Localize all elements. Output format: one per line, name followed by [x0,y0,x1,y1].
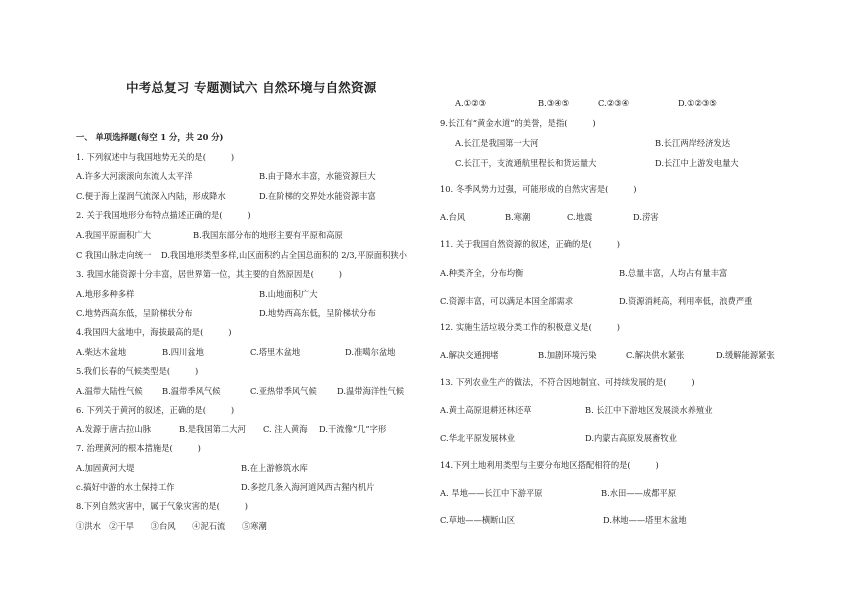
q13-option-b: B. 长江中下游地区发展淡水养殖业 [585,405,713,415]
question-2: 2. 关于我国地形分布特点描述正确的是( ) [76,210,251,220]
question-5: 5.我们长春的气候类型是( ) [76,366,199,376]
q7-option-c: c.搞好中游的水土保持工作 [76,482,175,492]
q10-option-b: B.寒潮 [505,212,531,222]
q12-option-c: C.解决供水紧张 [626,350,685,360]
q12-option-b: B.加剧环境污染 [538,350,597,360]
q6-option-d: D.干流像“几”字形 [319,424,387,434]
q5-option-d: D.温带海洋性气候 [337,386,405,396]
q1-option-d: D.在阶梯的交界处水能资源丰富 [259,191,376,201]
q6-option-c: C. 注人黄海 [263,424,308,434]
q2-option-c: C 我国山脉走向统一 [76,250,152,260]
q9-option-b: B.长江两岸经济发达 [655,138,731,148]
question-10: 10. 冬季风势力过强，可能形成的自然灾害是( ) [440,184,637,194]
q7-option-d: D.多挖几条入海河道风西古猩内机片 [241,482,375,492]
q1-option-a: A.许多大河滚滚向东流人太平洋 [76,171,193,181]
q9-option-d: D.长江中上游发电量大 [655,158,739,168]
page-title: 中考总复习 专题测试六 自然环境与自然资源 [126,80,377,95]
q1-option-b: B.由于降水丰富，水能资源巨大 [259,171,376,181]
q8-answer-a: A.①②③ [455,98,486,108]
question-6: 6. 下列关于黄河的叙述，正确的是( ) [76,405,235,415]
question-3: 3. 我国水能资源十分丰富，居世界第一位，其主要的自然原因是( ) [76,269,342,279]
q14-option-d: D.林地——塔里木盆地 [603,515,687,525]
question-12: 12. 实施生活垃圾分类工作的积极意义是( ) [440,322,620,332]
q4-option-c: C.塔里木盆地 [250,347,301,357]
q2-option-b: B.我国东部分布的地形主要有平原和高原 [193,230,343,240]
q3-option-d: D.地势西高东低，呈阶梯状分布 [259,308,376,318]
question-7: 7. 治理黄河的根本措施是( ) [76,443,201,453]
q13-option-d: D.内蒙古高原发展畜牧业 [585,433,677,443]
q5-option-a: A.温带大陆性气候 [76,386,143,396]
q14-option-c: C.草地——横断山区 [440,515,516,525]
q11-option-c: C.资源丰富，可以满足本国全部需求 [440,296,574,306]
question-8: 8.下列自然灾害中，属于气象灾害的是( ) [76,501,249,511]
q14-option-b: B.水田——成都平原 [601,488,677,498]
q10-option-c: C.地震 [567,212,593,222]
q7-option-a: A.加固黄河大堤 [76,463,135,473]
q9-option-a: A.长江是我国第一大河 [455,138,539,148]
q11-option-b: B.总量丰富，人均占有量丰富 [619,268,728,278]
question-1: 1. 下列叙述中与我国地势无关的是( ) [76,152,235,162]
q8-answer-c: C.②③④ [598,98,630,108]
q3-option-b: B.山地面积广大 [259,289,318,299]
q6-option-b: B.是我国第二大河 [179,424,246,434]
q4-option-a: A.柴达木盆地 [76,347,127,357]
q10-option-a: A.台风 [440,212,466,222]
q3-option-a: A.地形多种多样 [76,289,135,299]
q5-option-c: C.亚热带季风气候 [250,386,317,396]
q13-option-c: C.华北平原发展林业 [440,433,516,443]
section-heading: 一、 单项选择题(每空 1 分，共 20 分) [76,132,224,142]
q1-option-c: C.便于海上湿润气流深入内陆，形成降水 [76,191,226,201]
q5-option-b: B.温带季风气候 [162,386,221,396]
q14-option-a: A. 旱地——长江中下游平原 [440,488,543,498]
q9-option-c: C.长江干，支流通航里程长和货运量大 [455,158,597,168]
question-9: 9.长江有“黄金水道”的美誉，是指( ) [440,118,596,128]
q8-items: ①洪水 ②干旱 ③台风 ④泥石流 ⑤寒潮 [76,521,267,531]
q3-option-c: C.地势西高东低，呈阶梯状分布 [76,308,193,318]
q6-option-a: A.发源于唐古拉山脉 [76,424,152,434]
question-4: 4.我国四大盆地中，海拔最高的是( ) [76,327,232,337]
q2-option-d: D.我国地形类型多样,山区面积约占全国总面积的 2/3,平原面积狭小 [161,250,407,260]
q2-option-a: A.我国平原面积广大 [76,230,152,240]
q12-option-a: A.解决交通拥堵 [440,350,499,360]
q13-option-a: A.黄土高原退耕还林还草 [440,405,532,415]
question-13: 13. 下列农业生产的做法，不符合因地制宜、可持续发展的是( ) [440,377,695,387]
q4-option-d: D.准噶尔盆地 [345,347,396,357]
q8-answer-d: D.①②③⑤ [678,98,717,108]
q11-option-d: D.资源消耗高，利用率低，浪费严重 [619,296,753,306]
q12-option-d: D.缓解能源紧张 [716,350,775,360]
q8-answer-b: B.③④⑤ [538,98,570,108]
question-14: 14.下列土地利用类型与主要分布地区搭配相符的是( ) [440,460,659,470]
q10-option-d: D.涝害 [633,212,659,222]
q11-option-a: A.种类齐全，分布均衡 [440,268,524,278]
question-11: 11. 关于我国自然资源的叙述，正确的是( ) [440,239,620,249]
q7-option-b: B.在上游修筑水库 [241,463,308,473]
q4-option-b: B.四川盆地 [162,347,204,357]
